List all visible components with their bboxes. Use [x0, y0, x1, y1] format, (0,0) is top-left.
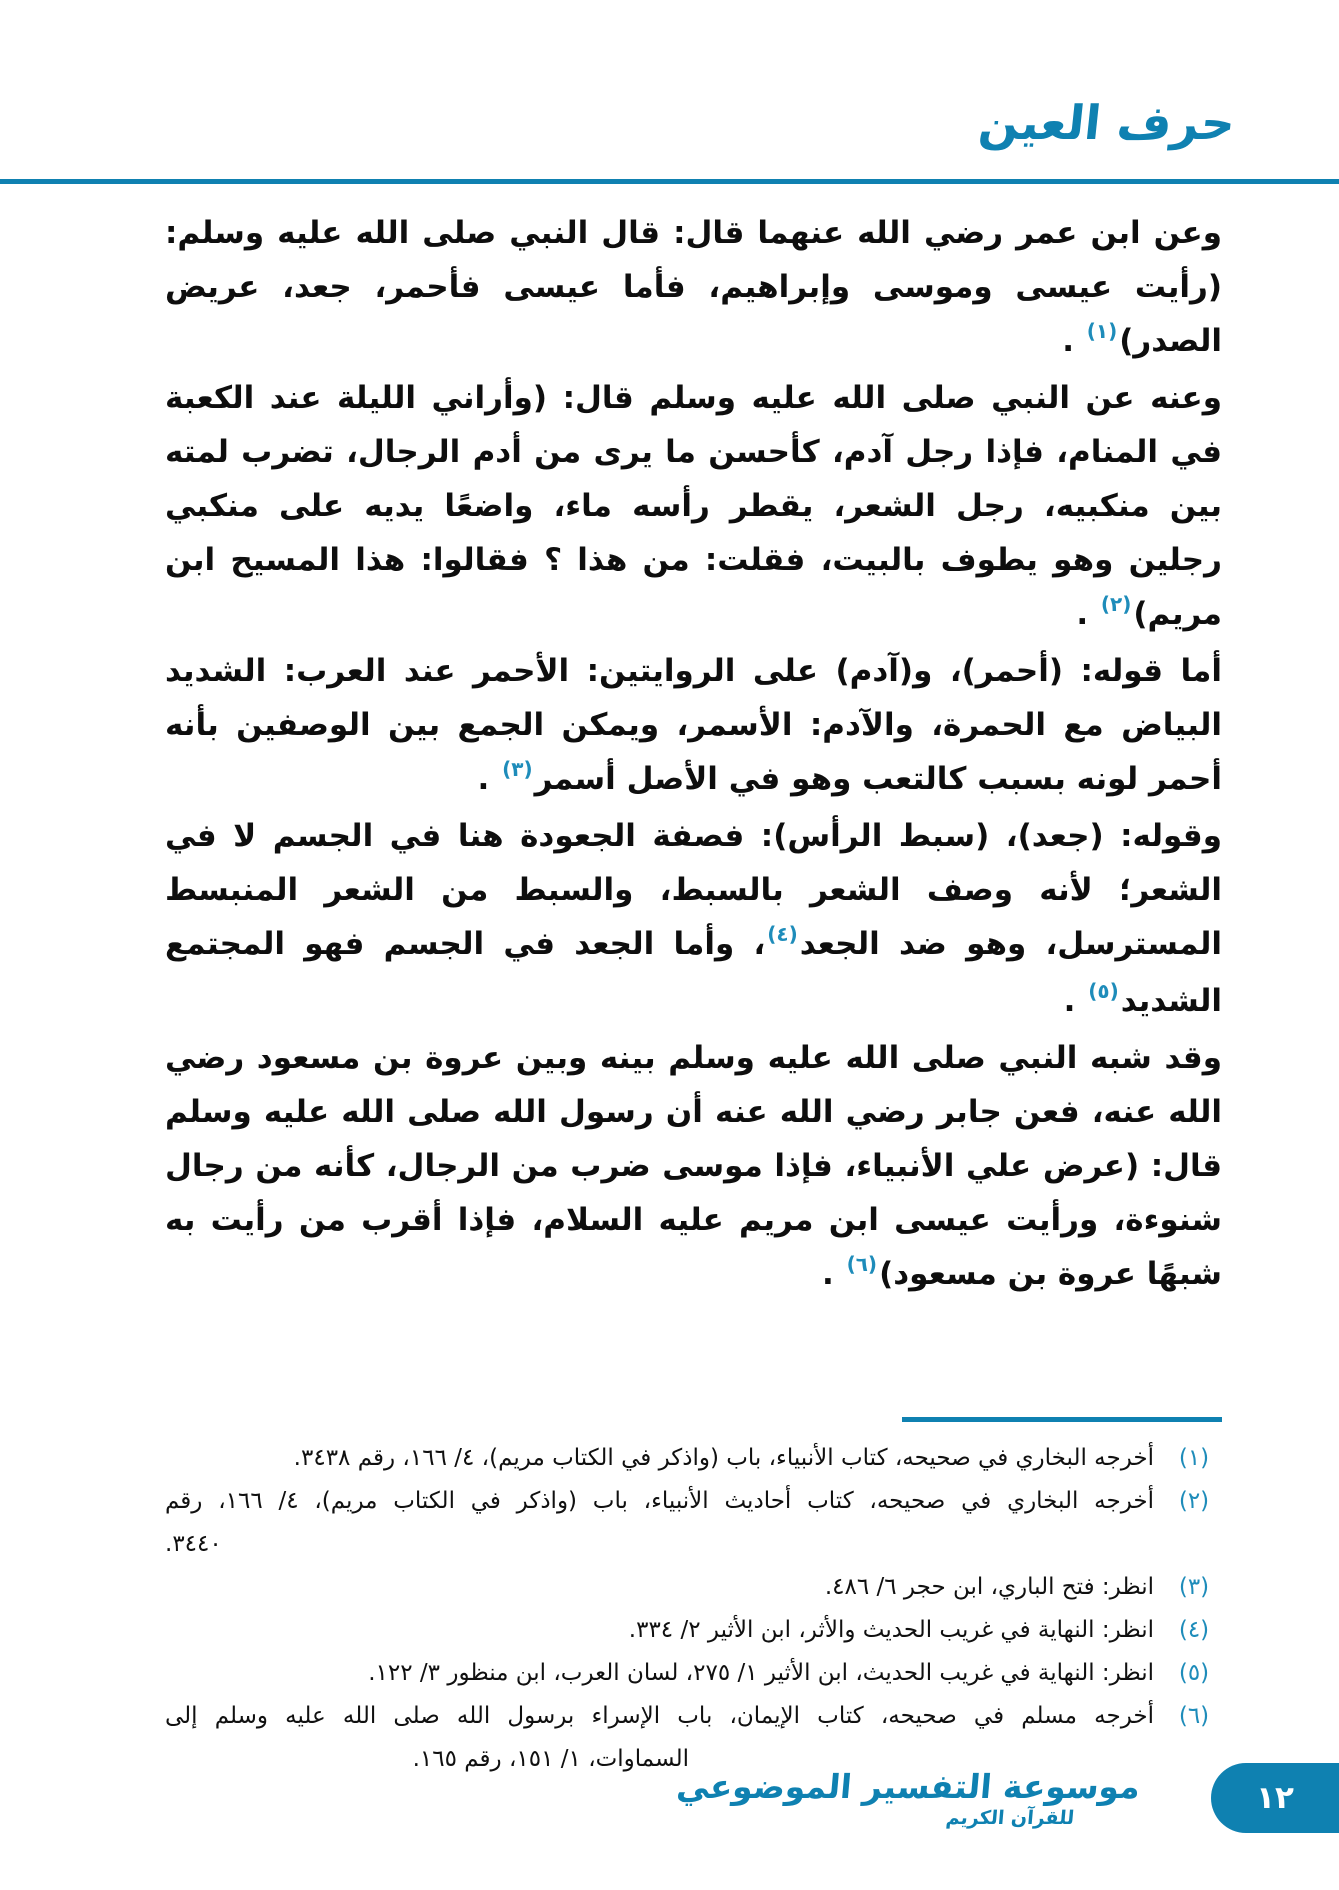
paragraph-hadith-3 — [165, 1031, 1222, 1304]
footnote-line: انظر: فتح الباري، ابن حجر ٦/ ٤٨٦. — [824, 1574, 1154, 1600]
paragraph-text: . — [821, 1256, 845, 1292]
page-number: ١٢ — [1256, 1780, 1294, 1816]
footnote-text — [165, 1652, 1154, 1695]
footnote-marker: (٦) — [1178, 1703, 1210, 1729]
footnote-marker: (٣) — [1178, 1574, 1210, 1600]
footnote-ref-4: (٤) — [767, 922, 798, 946]
footnote-line: أخرجه البخاري في صحيحه، كتاب أحاديث الأنبياء، باب (واذكر في الكتاب مريم)، ٤/ ١٦٦، رقم — [165, 1488, 1154, 1514]
footnote-marker: (٥) — [1178, 1660, 1210, 1686]
footnote-4 — [165, 1609, 1222, 1652]
chapter-heading-calligraphy: حرف العين — [976, 96, 1238, 151]
footnote-line: أخرجه البخاري في صحيحه، كتاب الأنبياء، باب (واذكر في الكتاب مريم)، ٤/ ١٦٦، رقم ٣٤٣٨. — [293, 1445, 1154, 1471]
footnote-text — [165, 1480, 1154, 1566]
paragraph-hadith-1 — [165, 206, 1222, 371]
header-divider-rule — [0, 179, 1339, 184]
footnote-separator-rule — [902, 1417, 1222, 1422]
footnote-ref-extra — [1072, 592, 1076, 616]
footnote-ref-extra — [474, 757, 478, 781]
paragraph-explanation-hair — [165, 809, 1222, 1031]
paragraph-text: . — [1076, 596, 1099, 632]
footnote-1 — [165, 1437, 1222, 1480]
footnote-text — [165, 1437, 1154, 1480]
paragraph-text: . — [1063, 983, 1087, 1019]
footnote-text — [165, 1609, 1154, 1652]
footnote-ref-extra — [1058, 319, 1062, 343]
footnote-marker: (٢) — [1178, 1488, 1210, 1514]
paragraph-text: وقوله: (جعد)، (سبط الرأس): فصفة الجعودة هنا في الجسم لا في الشعر؛ لأنه وصف الشعر بالسبط، والسبط من الشعر المنبسط المسترسل، وهو ضد الجعد — [165, 818, 1222, 962]
footnote-line: انظر: النهاية في غريب الحديث، ابن الأثير ١/ ٢٧٥، لسان العرب، ابن منظور ٣/ ١٢٢. — [368, 1660, 1154, 1686]
paragraph-text: أما قوله: (أحمر)، و(آدم) على الروايتين: الأحمر عند العرب: الشديد البياض مع الحمرة، والآدم: الأسمر، ويمكن الجمع بين الوصفين بأنه أحمر لونه بسبب كالتعب وهو في الأصل أسمر — [165, 653, 1222, 797]
footnote-2 — [165, 1480, 1222, 1566]
logo-title-text: موسوعة التفسير الموضوعي — [675, 1767, 1142, 1806]
footnote-marker: (٤) — [1178, 1617, 1210, 1643]
page-number-badge — [1211, 1763, 1339, 1833]
paragraph-text: . — [1062, 323, 1085, 359]
footnote-line: أخرجه مسلم في صحيحه، كتاب الإيمان، باب الإسراء برسول الله صلى الله عليه وسلم إلى — [165, 1703, 1154, 1729]
footnote-text — [165, 1566, 1154, 1609]
paragraph-hadith-2 — [165, 371, 1222, 644]
footnote-ref-2: (٢) — [1100, 592, 1132, 616]
footnote-5 — [165, 1652, 1222, 1695]
publisher-logo-calligraphy — [675, 1767, 1142, 1830]
logo-subtitle-text: للقرآن الكريم — [944, 1807, 1076, 1829]
footnotes-block — [165, 1437, 1222, 1781]
footnote-line: انظر: النهاية في غريب الحديث والأثر، ابن الأثير ٢/ ٣٣٤. — [628, 1617, 1154, 1643]
main-text-block — [165, 206, 1222, 1304]
footnote-marker: (١) — [1178, 1445, 1210, 1471]
footnote-ref-extra — [818, 1252, 822, 1276]
paragraph-text: وقد شبه النبي صلى الله عليه وسلم بينه وبين عروة بن مسعود رضي الله عنه، فعن جابر رضي الله عنه أن رسول الله صلى الله عليه وسلم قال: (عرض علي الأنبياء، فإذا موسى ضرب من الرجال، كأنه من رجال شنوءة، ورأيت عيسى ابن مريم عليه السلام، فإذا أقرب من رأيت به شبهًا عروة بن مسعود) — [165, 1040, 1222, 1292]
paragraph-text: . — [477, 761, 501, 797]
footnote-line: ٣٤٤٠. — [165, 1531, 222, 1557]
paragraph-text: وعن ابن عمر رضي الله عنهما قال: قال النبي صلى الله عليه وسلم: (رأيت عيسى وموسى وإبراهيم، فأما عيسى فأحمر، جعد، عريض الصدر) — [165, 215, 1222, 359]
paragraph-text: وعنه عن النبي صلى الله عليه وسلم قال: (وأراني الليلة عند الكعبة في المنام، فإذا رجل آدم، كأحسن ما يرى من أدم الرجال، تضرب لمته بين منكبيه، رجل الشعر، يقطر رأسه ماء، واضعًا يديه على منكبي رجلين وهو يطوف بالبيت، فقلت: من هذا ؟ فقالوا: هذا المسيح ابن مريم) — [165, 380, 1222, 632]
footnote-3 — [165, 1566, 1222, 1609]
footnote-ref-3: (٣) — [502, 757, 533, 781]
footnote-ref-5: (٥) — [1088, 979, 1119, 1003]
footnote-line: السماوات، ١/ ١٥١، رقم ١٦٥. — [412, 1746, 689, 1772]
footnote-ref-6: (٦) — [846, 1252, 878, 1276]
paragraph-explanation-colors — [165, 644, 1222, 809]
footnote-ref-1: (١) — [1086, 319, 1118, 343]
paragraph-text: ، وأما الجعد في الجسم فهو المجتمع الشديد — [165, 926, 1222, 1019]
